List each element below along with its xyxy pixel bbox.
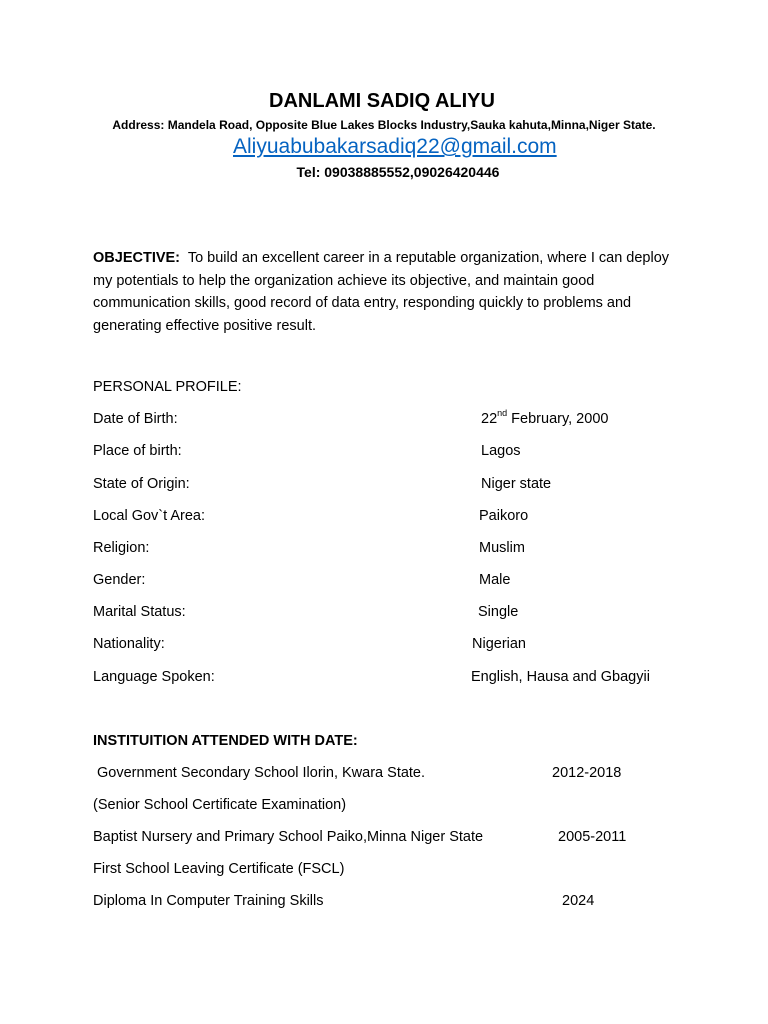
profile-label-state-of-origin: State of Origin: [93, 476, 190, 492]
profile-value-lga: Paikoro [479, 508, 529, 524]
education-heading: INSTITUITION ATTENDED WITH DATE: [93, 733, 358, 749]
education-certificate-2: First School Leaving Certificate (FSCL) [93, 861, 345, 877]
profile-label-religion: Religion: [93, 540, 150, 556]
profile-value-religion: Muslim [479, 540, 525, 556]
profile-label-gender: Gender: [93, 572, 146, 588]
profile-value-gender: Male [479, 572, 511, 588]
education-school-3: Diploma In Computer Training Skills [93, 893, 324, 909]
profile-label-lga: Local Gov`t Area: [93, 508, 206, 524]
objective-text: To build an excellent career in a reputable organization, where I can deploy my potentials to help the organization achieve its objective, and maintain good communication skills, good record of data entry, responding quickly to problems and generating effective positive result. [93, 250, 670, 334]
profile-label-nationality: Nationality: [93, 636, 165, 652]
telephone-line: Tel: 09038885552,09026420446 [296, 164, 500, 180]
education-certificate-1: (Senior School Certificate Examination) [93, 797, 347, 813]
profile-label-language: Language Spoken: [93, 669, 215, 685]
objective-label: OBJECTIVE: [93, 250, 181, 266]
profile-label-place-of-birth: Place of birth: [93, 443, 182, 459]
applicant-name: DANLAMI SADIQ ALIYU [269, 90, 495, 112]
personal-profile-heading: PERSONAL PROFILE: [93, 379, 242, 395]
profile-label-marital-status: Marital Status: [93, 604, 186, 620]
profile-value-dob: 22nd February, 2000 [481, 408, 609, 427]
objective-paragraph [93, 247, 673, 337]
email-link[interactable]: Aliyuabubakarsadiq22@gmail.com [233, 135, 557, 158]
profile-value-marital-status: Single [478, 604, 519, 620]
education-school-1: Government Secondary School Ilorin, Kwara State. [97, 765, 426, 781]
education-school-2: Baptist Nursery and Primary School Paiko,Minna Niger State [93, 829, 484, 845]
profile-value-language: English, Hausa and Gbagyii [471, 669, 650, 685]
education-years-2: 2005-2011 [558, 829, 627, 845]
education-years-1: 2012-2018 [552, 765, 622, 781]
address-line: Address: Mandela Road, Opposite Blue Lakes Blocks Industry,Sauka kahuta,Minna,Niger State. [112, 118, 656, 132]
profile-value-place-of-birth: Lagos [481, 443, 521, 459]
profile-label-dob: Date of Birth: [93, 411, 178, 427]
profile-value-nationality: Nigerian [472, 636, 526, 652]
profile-value-state-of-origin: Niger state [481, 476, 552, 492]
education-years-3: 2024 [562, 893, 595, 909]
